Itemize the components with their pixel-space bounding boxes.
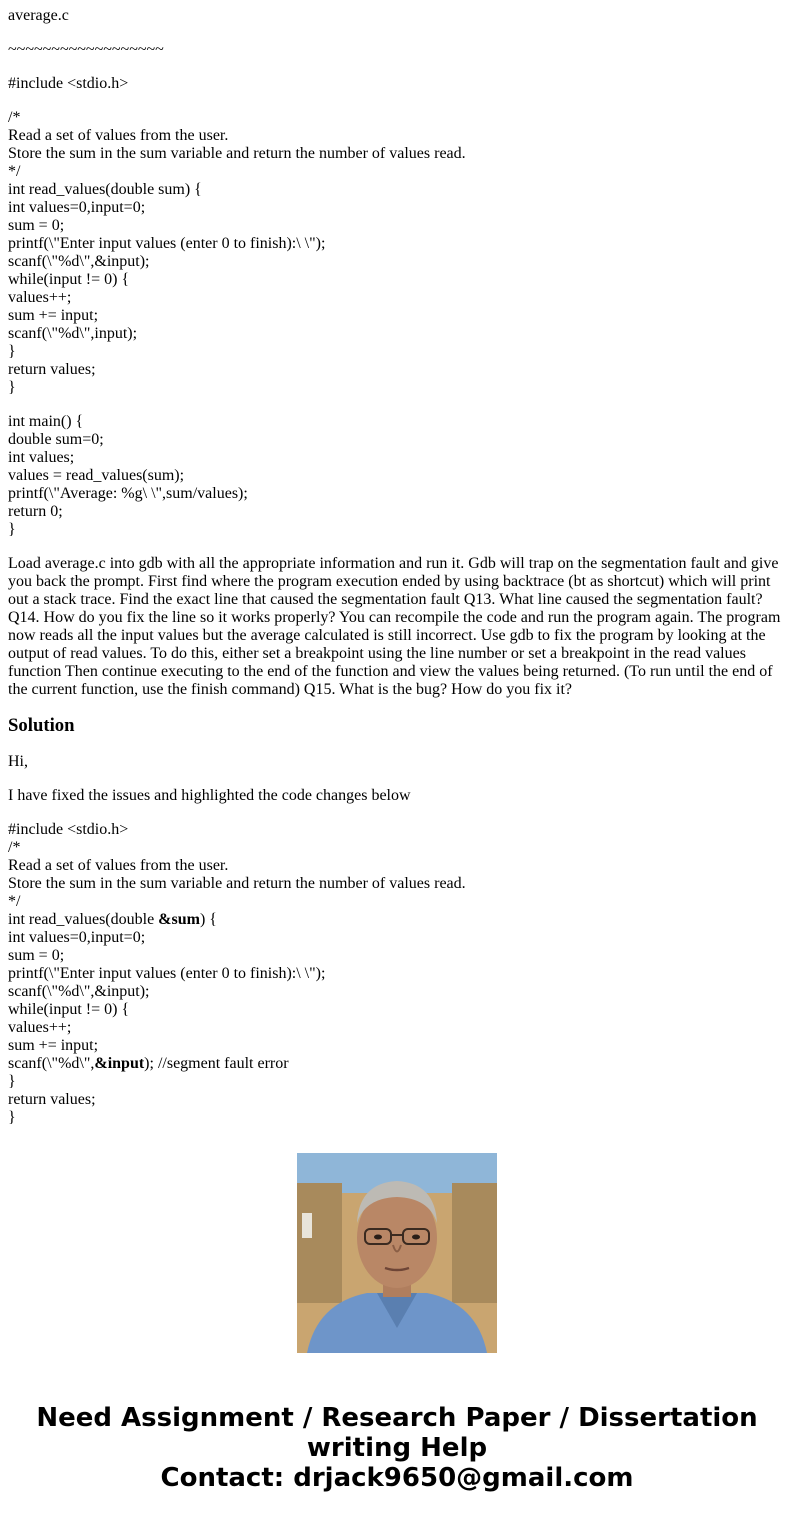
code-line: Read a set of values from the user.: [8, 857, 229, 874]
code-line: int values=0,input=0;: [8, 929, 146, 946]
code-line: int main() {: [8, 413, 84, 430]
solution-intro: I have fixed the issues and highlighted the code changes below: [8, 787, 411, 804]
document: [8, 7, 786, 1126]
solution-greeting: Hi,: [8, 753, 28, 770]
code-line: sum = 0;: [8, 947, 65, 964]
banner-contact: Contact: drjack9650@gmail.com: [160, 1463, 634, 1493]
code-line: sum += input;: [8, 1037, 99, 1054]
code-line-function-signature: int read_values(double &sum) {: [8, 911, 217, 928]
code-line: sum += input;: [8, 307, 99, 324]
banner-line: writing Help: [306, 1433, 488, 1463]
filename: average.c: [8, 7, 69, 24]
code-line: }: [8, 1109, 16, 1126]
code-block-include: [8, 75, 786, 93]
code-line: values++;: [8, 289, 72, 306]
solution-heading: Solution: [8, 715, 75, 736]
code-line-scanf-fix: scanf(\"%d\",&input); //segment fault error: [8, 1055, 289, 1072]
code-line: values++;: [8, 1019, 72, 1036]
avatar-portrait: [297, 1153, 497, 1353]
code-line: return values;: [8, 361, 96, 378]
code-block-main: [8, 413, 786, 539]
question-text: Load average.c into gdb with all the appropriate information and run it. Gdb will trap on the segmentation fault and give you back the prompt. First find where the program execution ended by using backtrace (bt as shortcut) which will print out a stack trace. Find the exact line that caused the segmentation fault Q13. What line caused the segmentation fault? Q14. How do you fix the line so it works properly? You can recompile the code and run the program again. The program now reads all the input values but the average calculated is still incorrect. Use gdb to fix the program by looking at the output of read values. To do this, either set a breakpoint using the line number or set a breakpoint in the read values function Then continue executing to the end of the function and view the values being returned. (To run until the end of the current function, use the finish command) Q15. What is the bug? How do you fix it?: [8, 555, 781, 698]
code-line: while(input != 0) {: [8, 1001, 130, 1018]
code-line: values = read_values(sum);: [8, 467, 185, 484]
code-line: scanf(\"%d\",&input);: [8, 253, 150, 270]
avatar: [297, 1153, 497, 1353]
code-line: sum = 0;: [8, 217, 65, 234]
highlighted-change: &input: [94, 1055, 145, 1072]
code-line: return values;: [8, 1091, 96, 1108]
code-line: Store the sum in the sum variable and return the number of values read.: [8, 145, 466, 162]
code-line: int read_values(double sum) {: [8, 181, 202, 198]
code-line: int values=0,input=0;: [8, 199, 146, 216]
code-line: /*: [8, 109, 21, 126]
code-line: }: [8, 379, 16, 396]
code-line: while(input != 0) {: [8, 271, 130, 288]
banner-line: Need Assignment / Research Paper / Dissertation: [36, 1403, 758, 1433]
highlighted-change: &sum: [158, 911, 200, 928]
code-line: */: [8, 893, 21, 910]
promo-banner: [0, 1403, 794, 1493]
code-block-read-values: [8, 109, 786, 397]
code-line: #include <stdio.h>: [8, 821, 129, 838]
code-line: printf(\"Enter input values (enter 0 to finish):\ \");: [8, 235, 326, 252]
code-line: /*: [8, 839, 21, 856]
code-line: Store the sum in the sum variable and return the number of values read.: [8, 875, 466, 892]
code-line: }: [8, 343, 16, 360]
code-line: Read a set of values from the user.: [8, 127, 229, 144]
code-line: */: [8, 163, 21, 180]
code-line: return 0;: [8, 503, 63, 520]
code-line: printf(\"Enter input values (enter 0 to finish):\ \");: [8, 965, 326, 982]
tilde-separator: ~~~~~~~~~~~~~~~~~~: [8, 41, 164, 58]
code-line: printf(\"Average: %g\ \",sum/values);: [8, 485, 248, 502]
code-line: }: [8, 1073, 16, 1090]
code-line: }: [8, 521, 16, 538]
code-line: #include <stdio.h>: [8, 75, 129, 92]
code-line: scanf(\"%d\",&input);: [8, 983, 150, 1000]
code-line: int values;: [8, 449, 75, 466]
code-line: double sum=0;: [8, 431, 104, 448]
code-line: scanf(\"%d\",input);: [8, 325, 138, 342]
solution-code-block: [8, 821, 786, 1126]
